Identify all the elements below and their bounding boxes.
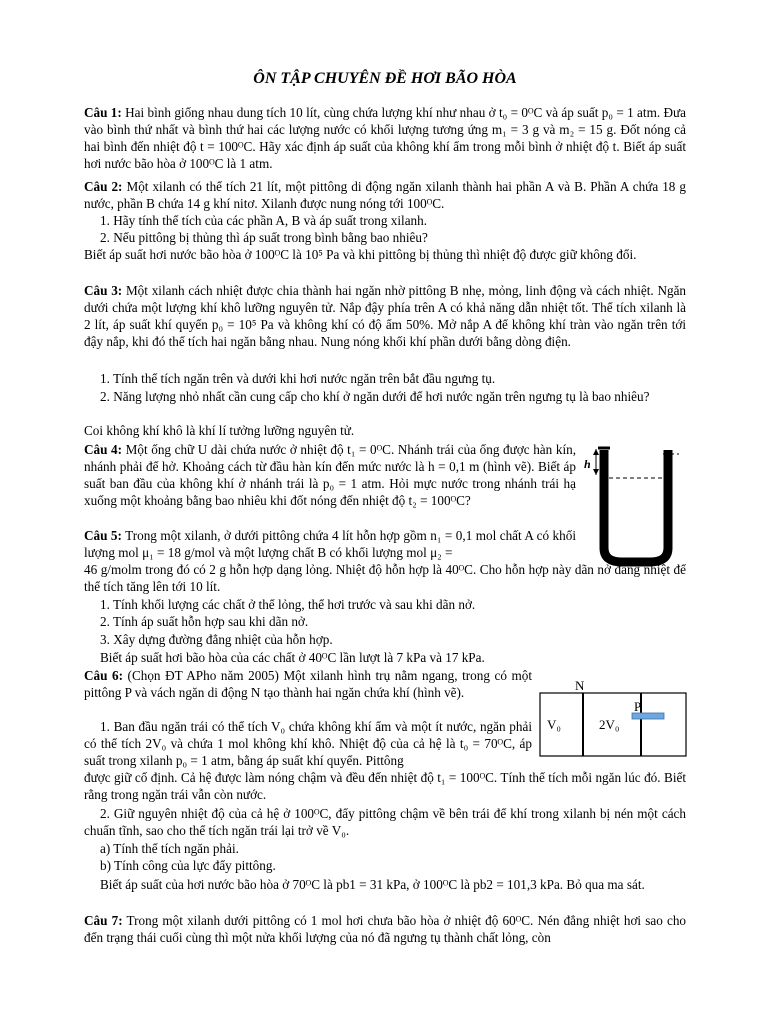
question-5-item-1: 1. Tính khối lượng các chất ở thể lỏng, thể hơi trước và sau khi dãn nở. [100,597,476,612]
question-4-text: Một ống chữ U dài chứa nước ở nhiệt độ t₁ = 0ᴼC. Nhánh trái của ống được hàn kín, nhánh phải để hở. Khoảng cách từ đầu hàn kín đến mức nước là h = 0,1 m (hình vẽ). Biết áp suất ban đầu của không khí ở nhánh trái là p₀ = 1 atm. Hỏi mực nước trong nhánh trái hạ xuống một khoảng bằng bao nhiêu khi đốt nóng đến nhiệt độ t₂ = 100ᴼC? [84,442,577,508]
question-7-text: Trong một xilanh dưới pittông có 1 mol hơi chưa bão hòa ở nhiệt độ 60ᴼC. Nén đẳng nhiệt hơi sao cho đến trạng thái cuối cùng thì một nửa khối lượng của nó đã ngưng tụ thành chất lỏng, còn [84,913,687,945]
question-5-text: Trong một xilanh, ở dưới pittông chứa 4 lít hỗn hợp gồm n₁ = 0,1 mol chất A có khối lượng mol μ₁ = 18 g/mol và một lượng chất B có khối lượng mol μ₂ = [84,528,577,560]
question-6-item-1: 1. Ban đầu ngăn trái có thể tích V₀ chứa không khí ẩm và một ít nước, ngăn phải có thể tích 2V₀ và chứa 1 mol không khí khô. Nhiệt độ của cả hệ là t₀ = 70ᴼC, áp suất trong xilanh p₀ = 1 atm, bằng áp suất khí quyển. Pittông [84,719,532,768]
u-tube-figure [584,442,684,570]
question-3-text: Một xilanh cách nhiệt được chia thành hai ngăn nhờ pittông B nhẹ, mỏng, linh động và cách nhiệt. Ngăn dưới chứa một lượng khí khô lưỡng nguyên tử. Nắp đậy phía trên A có khả năng dẫn nhiệt tốt. Thể tích xilanh là 2 lít, áp suất khí quyển p₀ = 10⁵ Pa và không khí có độ ẩm 50%. Mở nắp A để không khí tràn vào ngăn trên tới đậy nắp, khi đó thể tích hai ngăn bằng nhau. Nung nóng khối khí phần dưới bằng dòng điện. [84,283,687,349]
cylinder-diagram [537,678,689,760]
u-tube-diagram [584,442,684,570]
question-4 [84,441,576,509]
question-7-label: Câu 7: [84,913,123,928]
question-3 [84,282,686,350]
left-volume-label: V₀ [547,717,561,732]
question-6-text: (Chọn ĐT APho năm 2005) Một xilanh hình trụ nằm ngang, trong có một pittông P và vách ngăn di động N tạo thành hai ngăn chứa khí (hình vẽ). [84,668,532,700]
question-3-item-2: 2. Năng lượng nhỏ nhất cần cung cấp cho khí ở ngăn dưới để hơi nước ngăn trên ngưng tụ là bao nhiêu? [100,389,650,404]
height-label: h [584,457,591,471]
question-5-note: Biết áp suất hơi bão hòa của các chất ở 40ᴼC lần lượt là 7 kPa và 17 kPa. [100,650,485,665]
question-5-text-cont: 46 g/molm trong đó có 2 g hỗn hợp dạng lỏng. Nhiệt độ hỗn hợp là 40ᴼC. Cho hỗn hợp này dãn nở đẳng nhiệt để thể tích tăng lên tới 10 lít. [84,562,686,594]
question-1 [84,104,686,172]
question-6-sub-b: b) Tính công của lực đẩy pittông. [100,858,276,873]
question-4-label: Câu 4: [84,442,123,457]
question-1-label: Câu 1: [84,105,122,120]
question-2-item-1: 1. Hãy tính thể tích của các phần A, B và áp suất trong xilanh. [100,213,428,228]
question-6-note: Biết áp suất của hơi nước bão hòa ở 70ᴼC là pb1 = 31 kPa, ở 100ᴼC là pb2 = 101,3 kPa. Bỏ qua ma sát. [100,877,645,892]
question-2-item-2: 2. Nếu pittông bị thủng thì áp suất trong bình bằng bao nhiêu? [100,230,428,245]
question-6-item-1-cont: được giữ cố định. Cả hệ được làm nóng chậm và đều đến nhiệt độ t₁ = 100ᴼC. Tính thể tích mỗi ngăn lúc đó. Biết rằng trong ngăn trái vẫn còn nước. [84,770,686,802]
question-6-sub-a: a) Tính thể tích ngăn phải. [100,841,239,856]
question-6-item-2: 2. Giữ nguyên nhiệt độ của cả hệ ở 100ᴼC, đẩy pittông chậm về bên trái để khí trong xilanh bị nén một cách chuẩn tĩnh, sao cho thể tích ngăn trái lại trở về V₀. [84,806,686,838]
question-5-item-3: 3. Xây dựng đường đẳng nhiệt của hỗn hợp. [100,632,333,647]
partition-label: N [575,678,585,693]
question-2 [84,178,686,212]
question-6-label: Câu 6: [84,668,123,683]
question-3-item-1: 1. Tính thể tích ngăn trên và dưới khi hơi nước ngăn trên bắt đầu ngưng tụ. [100,371,496,386]
question-2-text: Một xilanh có thể tích 21 lít, một pittông di động ngăn xilanh thành hai phần A và B. Phần A chứa 18 g nước, phần B chứa 14 g khí nitơ. Xilanh được nung nóng tới 100ᴼC. [84,179,686,211]
question-3-label: Câu 3: [84,283,123,298]
page-title: ÔN TẬP CHUYÊN ĐỀ HƠI BÃO HÒA [253,70,517,87]
question-3-note: Coi không khí khô là khí lí tưởng lưỡng nguyên tử. [84,423,355,438]
question-5 [84,527,576,561]
question-1-text: Hai bình giống nhau dung tích 10 lít, cùng chứa lượng khí như nhau ở t₀ = 0ᴼC và áp suất p₀ = 1 atm. Đưa vào bình thứ nhất và bình thứ hai các lượng nước có khối lượng tương ứng m₁ = 3 g và m₂ = 15 g. Đốt nóng cả hai bình đến nhiệt độ t = 100ᴼC. Hãy xác định áp suất của không khí ẩm trong mỗi bình ở nhiệt độ t. Biết áp suất hơi nước bão hòa ở 100ᴼC là 1 atm. [84,105,687,171]
question-2-label: Câu 2: [84,179,123,194]
piston-label: P [634,699,642,714]
question-6 [84,667,532,701]
question-5-label: Câu 5: [84,528,122,543]
cylinder-figure [537,678,689,760]
question-2-note: Biết áp suất hơi nước bão hòa ở 100ᴼC là 10⁵ Pa và khi pittông bị thủng thì nhiệt độ được giữ không đổi. [84,247,637,262]
question-5-item-2: 2. Tính áp suất hỗn hợp sau khi dãn nở. [100,614,309,629]
right-volume-label: 2V₀ [599,717,620,732]
question-7 [84,912,686,946]
